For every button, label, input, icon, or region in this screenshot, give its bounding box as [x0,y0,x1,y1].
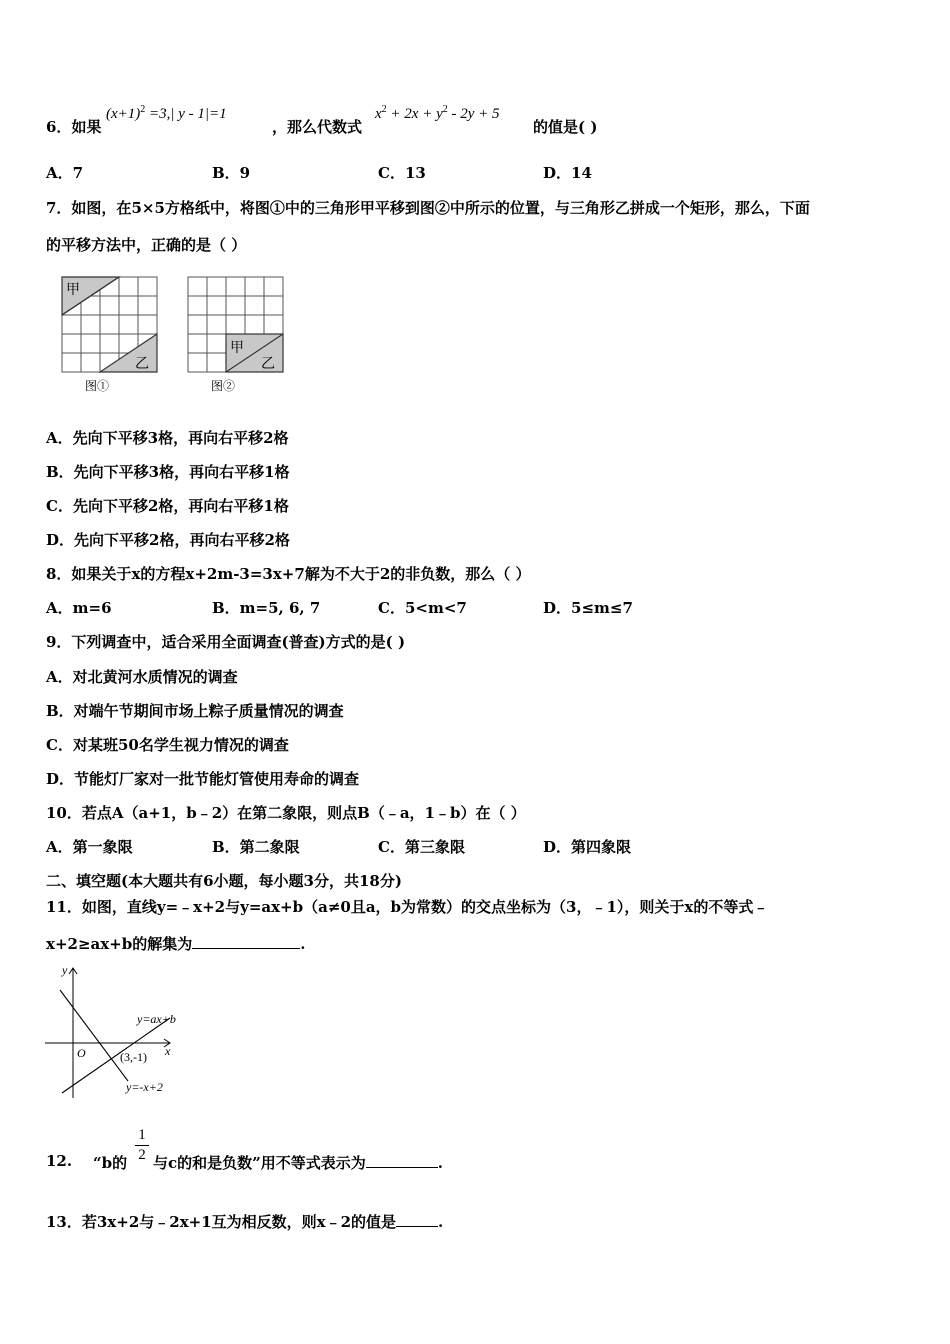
fig1-jia-label: 甲 [66,283,80,298]
q6-cond-a-sup: 2 [140,104,146,115]
graph-origin-label: O [77,1046,86,1060]
q12-fraction-denominator: 2 [138,1147,146,1163]
q12-fraction-bar [135,1145,149,1146]
q9-option-c: C．对某班50名学生视力情况的调查 [46,736,289,754]
section-2-heading: 二、填空题(本大题共有6小题，每小题3分，共18分) [46,872,402,890]
q12-rest: 与c的和是负数”用不等式表示为 [153,1154,366,1172]
q8-option-b: B．m=5, 6, 7 [212,599,321,617]
q7-option-c: C．先向下平移2格，再向右平移1格 [46,497,289,515]
q6-option-a: A．7 [46,164,84,182]
graph-x-label: x [165,1044,171,1058]
q13-period: . [438,1213,444,1231]
q6-expr-1: x [375,106,382,122]
fig1-yi-label: 乙 [135,357,149,372]
q12-fraction-numerator: 1 [138,1127,146,1143]
q8-option-c: C．5<m<7 [378,599,467,617]
q8-option-d: D．5≤m≤7 [543,599,633,617]
q9-stem: 9．下列调查中，适合采用全面调查(普查)方式的是( ) [46,633,406,651]
q6-cond-b: =3,| y - 1|=1 [145,106,227,122]
q9-option-d: D．节能灯厂家对一批节能灯管使用寿命的调查 [46,770,360,788]
graph-point-label: (3,-1) [120,1050,147,1064]
q6-expr-2: + 2x + y [386,106,443,122]
q6-expr-2-sup: 2 [442,104,448,115]
q12-fraction [135,1127,149,1164]
q7-option-a: A．先向下平移3格，再向右平移2格 [46,429,289,447]
q6-number: 6． [46,118,72,136]
q7-option-d: D．先向下平移2格，再向右平移2格 [46,531,290,549]
q13-line [46,1211,443,1232]
q11-answer-blank [192,934,300,949]
q6-condition [106,104,227,123]
q7-figure-2 [181,272,291,407]
q6-expr-3: - 2y + 5 [447,106,500,122]
q6-expr-1-sup: 2 [381,104,387,115]
fig1-caption: 图① [85,379,110,393]
q13-text: 13．若3x+2与﹣2x+1互为相反数，则x﹣2的值是 [46,1213,397,1231]
graph-y-label: y [62,963,68,977]
q11-stem-line1: 11．如图，直线y=﹣x+2与y=ax+b（a≠0且a，b为常数）的交点坐标为（3，﹣1），则关于x的不等式﹣ [46,898,769,916]
q12-open: “b的 [93,1154,128,1172]
q7-stem-line1: 7．如图，在5×5方格纸中，将图①中的三角形甲平移到图②中所示的位置，与三角形乙拼成一个矩形，那么，下面 [46,199,810,217]
q11-inequality: x+2≥ax+b的解集为 [46,935,193,953]
q10-option-b: B．第二象限 [212,838,300,856]
q6-line [46,116,101,137]
graph-line2-label: y=-x+2 [126,1080,163,1094]
q11-period: . [300,935,306,953]
q6-expression [375,104,500,123]
fig2-jia-label: 甲 [230,341,244,356]
q7-option-b: B．先向下平移3格，再向右平移1格 [46,463,290,481]
q8-option-a: A．m=6 [46,599,112,617]
q12-number: 12. [46,1152,73,1170]
fig2-caption: 图② [211,379,236,393]
q12-period: . [437,1154,443,1172]
q7-figure-1 [55,272,165,407]
q7-stem-line2: 的平移方法中，正确的是（ ） [46,236,247,254]
q6-option-c: C．13 [378,164,426,182]
q13-answer-blank [396,1212,438,1227]
q8-stem: 8．如果关于x的方程x+2m-3=3x+7解为不大于2的非负数，那么（ ） [46,565,531,583]
fig2-yi-label: 乙 [261,357,275,372]
q12-text [153,1152,443,1173]
q10-option-a: A．第一象限 [46,838,133,856]
q9-option-b: B．对端午节期间市场上粽子质量情况的调查 [46,702,344,720]
q6-tail: 的值是( ) [533,118,598,136]
q11-stem-line2 [46,933,305,954]
q6-option-b: B．9 [212,164,251,182]
q6-mid: ，那么代数式 [272,118,363,136]
q10-stem: 10．若点A（a+1，b﹣2）在第二象限，则点B（﹣a，1﹣b）在（ ） [46,804,526,822]
q6-option-d: D．14 [543,164,592,182]
q11-graph [40,958,190,1106]
q10-option-c: C．第三象限 [378,838,465,856]
q6-pre: 如果 [71,118,102,136]
q9-option-a: A．对北黄河水质情况的调查 [46,668,238,686]
graph-line1-label: y=ax+b [137,1012,176,1026]
q12-answer-blank [366,1153,438,1168]
q6-cond-a: (x+1) [106,106,141,122]
q10-option-d: D．第四象限 [543,838,632,856]
line-y-neg-x-plus-2 [60,990,128,1081]
